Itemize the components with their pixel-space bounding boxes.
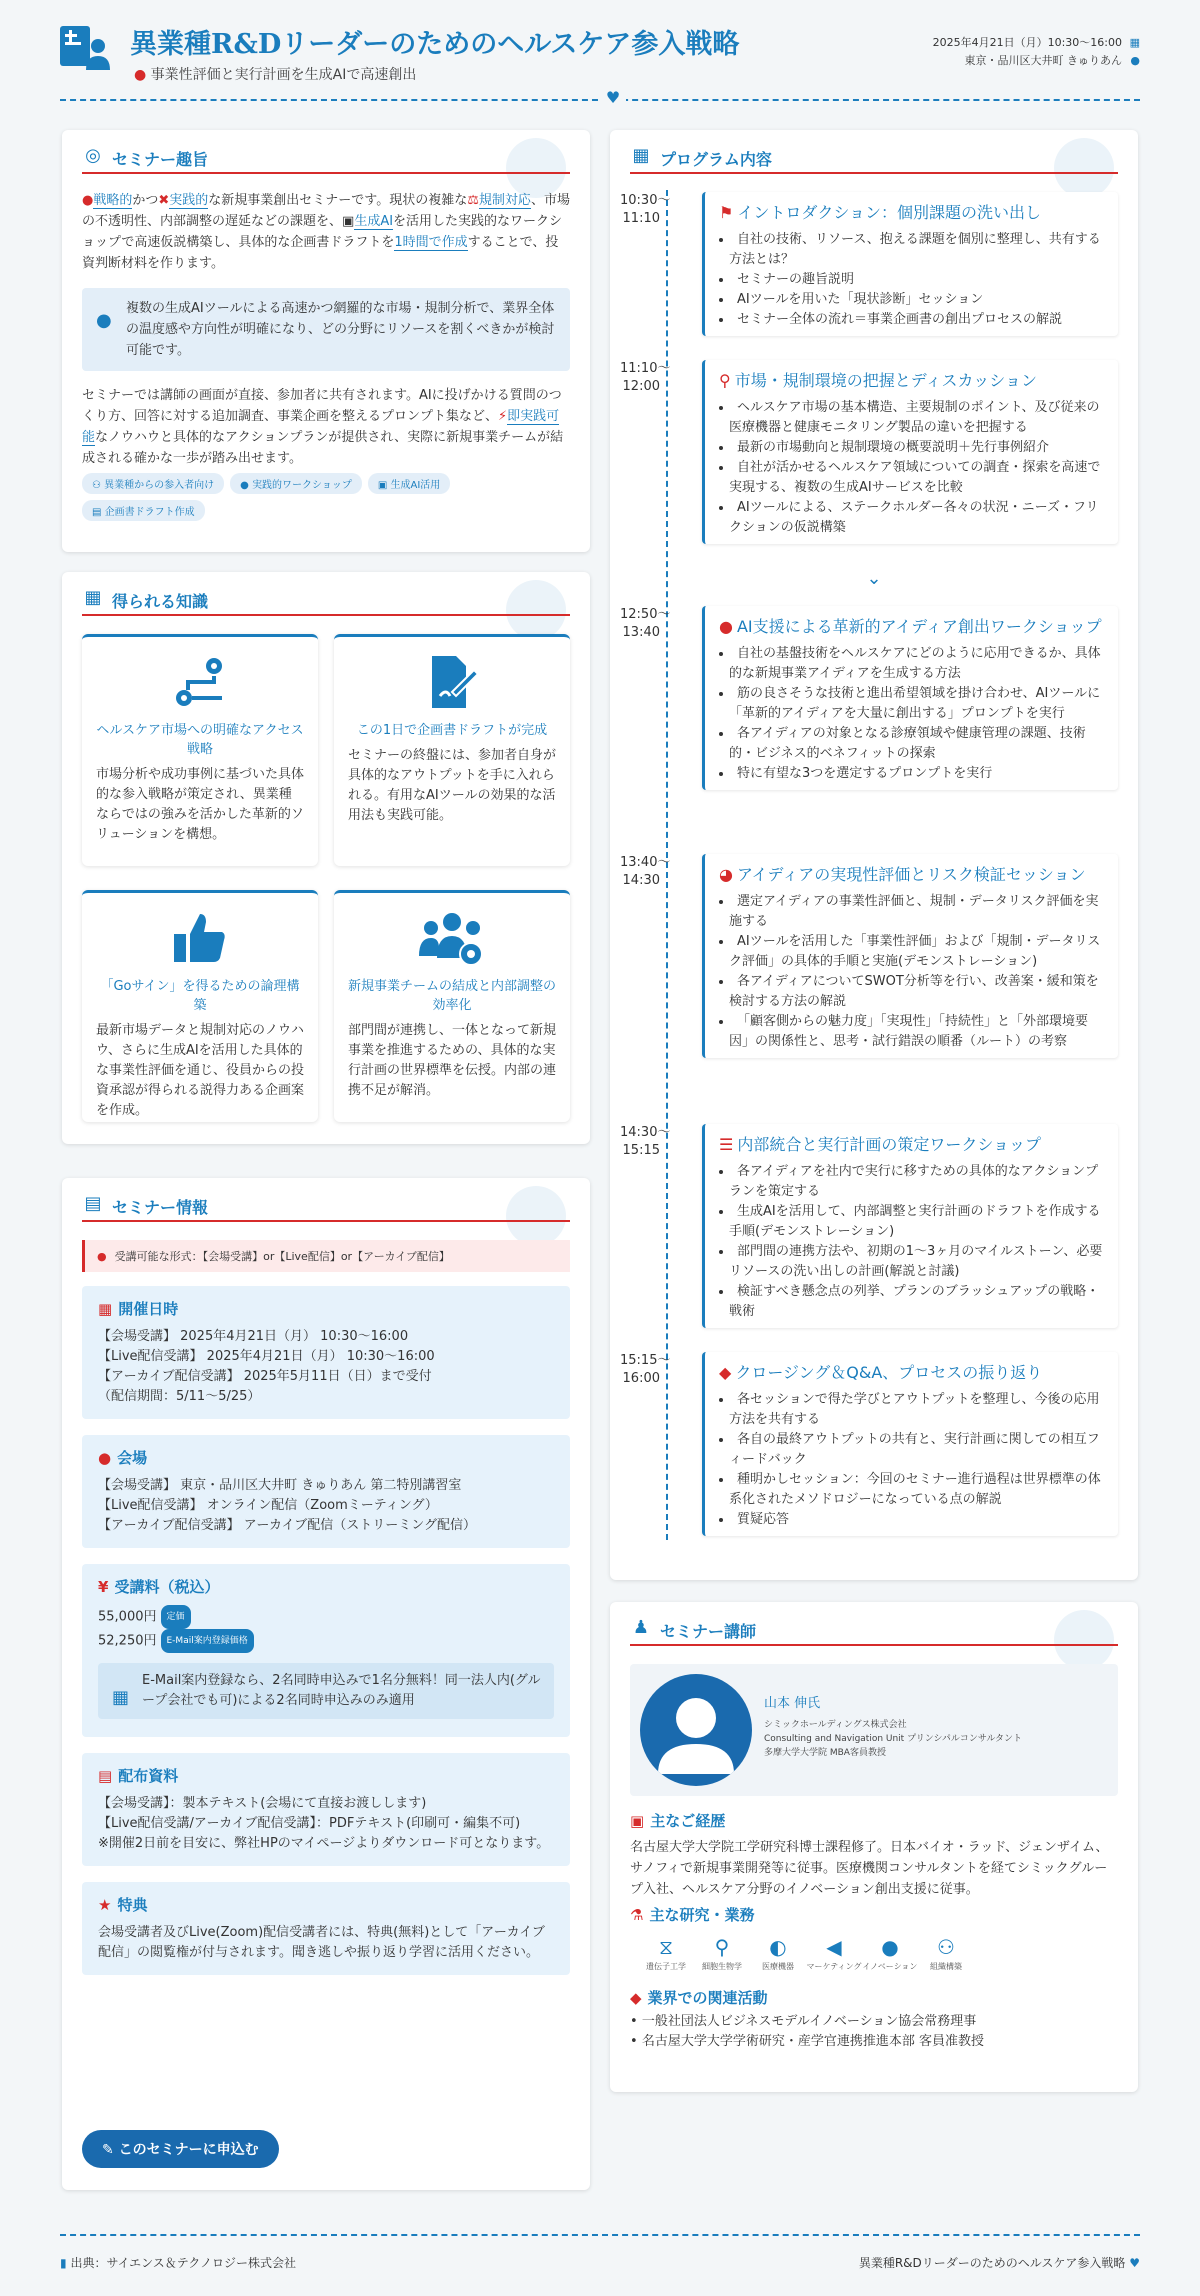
handshake-icon: ◆ <box>630 1989 642 2007</box>
card-title: 得られる知識 <box>112 592 209 611</box>
highlight-text: 実践的 <box>169 193 209 208</box>
title-text: AI支援による革新的アイディア創出ワークショップ <box>736 617 1102 636</box>
pin-icon: ● <box>82 193 94 208</box>
pills-icon: ◐ <box>769 1935 787 1959</box>
bullet: • 部門間の連携方法や、初期の1〜3ヶ月のマイルストーン、必要リソースの洗い出しの計画(解説と討議) <box>719 1242 1106 1282</box>
activity-text: 名古屋大学大学学術研究・産学官連携推進本部 客員准教授 <box>641 2034 984 2049</box>
card-header <box>630 1616 1118 1646</box>
alert-text: 受講可能な形式：【会場受講】or【Live配信】or【アーカイブ配信】 <box>114 1250 450 1263</box>
affiliation-line: Consulting and Navigation Unit プリンシパルコンサルタント <box>764 1734 1023 1744</box>
tag: ▤ 企画書ドラフト作成 <box>82 500 205 521</box>
perk-text: 会場受講者及びLive(Zoom)配信受講者には、特典(無料)として「アーカイブ配信」の閲覧権が付与されます。聞き逃しや振り返り学習に活用ください。 <box>98 1925 545 1960</box>
research-label: 細胞生物学 <box>702 1962 742 1971</box>
knowledge-title: ヘルスケア市場への明確なアクセス戦略 <box>96 723 304 757</box>
card-header <box>82 144 570 174</box>
program-time: 11:10〜12:00 <box>620 361 671 394</box>
overview-paragraph-2 <box>82 385 570 469</box>
tag-label: 企画書ドラフト作成 <box>104 507 195 518</box>
program-box <box>702 1352 1118 1536</box>
card-header <box>82 586 570 616</box>
calendar-icon: ▦ <box>632 145 650 166</box>
research-label: 医療機器 <box>762 1962 794 1971</box>
bullet: • 各アイディアについてSWOT分析等を行い、改善案・緩和策を検討する方法の解説 <box>719 972 1106 1012</box>
program-bullets <box>719 398 1106 538</box>
title-text: 市場・規制環境の把握とディスカッション <box>734 371 1037 390</box>
knowledge-desc: 市場分析や成功事例に基づいた具体的な参入戦略が策定され、異業種ならではの強みを活かした革新的ソリューションを構想。 <box>96 767 305 842</box>
bullet: • ヘルスケア市場の基本構造、主要規制のポイント、及び従来の医療機器と健康モニタリング製品の違いを把握する <box>719 398 1106 438</box>
event-venue: 東京・品川区大井町 きゅりあん <box>964 54 1122 67</box>
heading-text: 主なご経歴 <box>650 1812 726 1830</box>
materials-heading <box>98 1765 554 1786</box>
user-tie-icon: ♟ <box>632 1617 650 1638</box>
program-title <box>719 370 1106 392</box>
bullet: • 質疑応答 <box>719 1510 1106 1530</box>
bullet: • 最新の市場動向と規制環境の概要説明＋先行事例紹介 <box>719 438 1106 458</box>
fee-heading <box>98 1576 554 1597</box>
file-pdf-icon: ▤ <box>98 1767 113 1785</box>
bullet: • AIツールを用いた「現状診断」セッション <box>719 290 1106 310</box>
knowledge-desc: 最新市場データと規制対応のノウハウ、さらに生成AIを活用した具体的な事業性評価を通じ、役員からの投資承認が得られる説得力ある企画案を作成。 <box>96 1023 305 1118</box>
title-text: アイディアの実現性評価とリスク検証セッション <box>736 865 1086 884</box>
research-item <box>918 1933 974 1973</box>
tag: ▣ 生成AI活用 <box>368 473 450 494</box>
materials-line: 【Live配信受講/アーカイブ配信受講】：PDFテキスト(印刷可・編集不可) <box>98 1816 521 1831</box>
bullet: • AIツールを活用した「事業性評価」および「規制・データリスク評価」の具体的手順と実施(デモンストレーション) <box>719 932 1106 972</box>
program-time: 13:40〜14:30 <box>620 855 671 888</box>
bullet: • 自社の技術、リソース、抱える課題を個別に整理し、共有する方法とは？ <box>719 230 1106 270</box>
research-item <box>806 1933 862 1973</box>
knowledge-title: 新規事業チームの結成と内部調整の効率化 <box>348 979 557 1013</box>
knowledge-item <box>82 890 318 1122</box>
activity-text: 一般社団法人ビジネスモデルイノベーション協会常務理事 <box>641 2014 977 2029</box>
highlight-text: 即実践可能 <box>82 409 560 445</box>
fee-amount: 52,250円 <box>98 1633 157 1649</box>
gift-icon: ▦ <box>112 1687 130 1708</box>
highlight-text: 生成AI <box>354 214 394 229</box>
calendar-icon: ▦ <box>98 1300 113 1318</box>
header <box>60 22 1140 107</box>
program-box <box>702 192 1118 336</box>
avatar <box>640 1674 752 1786</box>
thumbs-up-icon <box>96 899 304 977</box>
clipboard-icon: ▤ <box>84 1193 102 1214</box>
robot-icon: ▣ <box>342 214 355 229</box>
program-bullets <box>719 644 1106 784</box>
subtitle-text: 事業性評価と実行計画を生成AIで高速創出 <box>150 67 417 83</box>
chart-pie-icon: ◕ <box>719 865 733 884</box>
overview-card <box>62 130 590 552</box>
fee-amount: 55,000円 <box>98 1609 157 1625</box>
fee-regular <box>98 1605 554 1629</box>
footer-title-text: 異業種R&Dリーダーのためのヘルスケア参入戦略 <box>858 2256 1126 2270</box>
yen-icon: ¥ <box>98 1578 109 1596</box>
materials-line: ※開催2日前を目安に、弊社HPのマイページよりダウンロード可となります。 <box>98 1836 550 1851</box>
highlight-text: 1時間で作成 <box>394 235 468 250</box>
file-signature-icon <box>348 643 556 721</box>
date-heading <box>98 1298 554 1319</box>
search-icon: ⚲ <box>719 371 731 390</box>
briefcase-icon: ▣ <box>630 1812 645 1830</box>
bullet: • 各アイディアの対象となる診療領域や健康管理の課題、技術的・ビジネス的ベネフィットの探索 <box>719 724 1106 764</box>
research-item <box>638 1933 694 1973</box>
org-chart-icon: ⚇ <box>937 1935 955 1959</box>
venue-line: 【Live配信受講】 オンライン配信（Zoomミーティング） <box>98 1498 438 1513</box>
materials-box <box>82 1753 570 1866</box>
bullet: • 特に有望な3つを選定するプロンプトを実行 <box>719 764 1106 784</box>
tag-label: 異業種からの参入者向け <box>104 480 215 491</box>
microscope-icon: ⚲ <box>714 1935 730 1959</box>
program-box <box>702 854 1118 1058</box>
team-gear-icon <box>348 899 556 977</box>
highlight-text: 戦略的 <box>93 193 133 208</box>
bullet: • 自社が活かせるヘルスケア領域についての調査・探索を高速で実現する、複数の生成AIサービスを比較 <box>719 458 1106 498</box>
event-datetime: 2025年4月21日（月）10:30〜16:00 <box>932 36 1122 49</box>
heading-text: 開催日時 <box>118 1300 179 1318</box>
fee-badge: E-Mail案内登録価格 <box>161 1629 254 1653</box>
research-item <box>862 1933 918 1973</box>
edit-icon: ✎ <box>102 2142 114 2158</box>
knowledge-title: 「Goサイン」を得るための論理構築 <box>100 979 300 1013</box>
bullet: • 生成AIを活用して、内部調整と実行計画のドラフトを作成する手順(デモンストレーション) <box>719 1202 1106 1242</box>
program-time: 10:30〜11:10 <box>620 193 671 226</box>
info-body <box>82 1240 570 1975</box>
chevron-down-icon: ⌄ <box>866 568 882 589</box>
lecturer-affiliation <box>764 1718 1022 1760</box>
research-label: 遺伝子工学 <box>646 1962 686 1971</box>
date-line: 【Live配信受講】 2025年4月21日（月） 10:30〜16:00 <box>98 1349 435 1364</box>
event-meta <box>933 34 1140 70</box>
research-heading <box>630 1904 1118 1925</box>
bullet: • 各アイディアを社内で実行に移すための具体的なアクションプランを策定する <box>719 1162 1106 1202</box>
alert-icon: ● <box>97 1250 107 1263</box>
bullet: • 検証すべき懸念点の列挙、プランのブラッシュアップの戦略・戦術 <box>719 1282 1106 1322</box>
bullet: • 各セッションで得た学びとアウトプットを整理し、今後の応用方法を共有する <box>719 1390 1106 1430</box>
footer-source <box>60 2254 296 2271</box>
bullet: • AIツールによる、ステークホルダー各々の状況・ニーズ・フリクションの仮説構築 <box>719 498 1106 538</box>
materials-line: 【会場受講】：製本テキスト(会場にて直接お渡しします) <box>98 1796 427 1811</box>
page-subtitle <box>134 64 416 84</box>
program-title <box>719 1362 1106 1384</box>
date-line: （配信期間：5/11〜5/25） <box>98 1389 261 1404</box>
program-time: 14:30〜15:15 <box>620 1125 671 1158</box>
calendar-icon: ▦ <box>1129 36 1140 49</box>
page-title: 異業種R&Dリーダーのためのヘルスケア参入戦略 <box>130 29 740 60</box>
career-heading <box>630 1810 1118 1831</box>
flask-icon: ⚗ <box>630 1906 644 1924</box>
balance-icon: ⚖ <box>467 193 479 208</box>
tag-list <box>82 473 522 521</box>
knowledge-item <box>334 634 570 866</box>
apply-button[interactable] <box>82 2130 279 2168</box>
highlight-text: 規制対応 <box>478 193 531 208</box>
tip-text: 複数の生成AIツールによる高速かつ網羅的な市場・規制分析で、業界全体の温度感や方向性が明確になり、どの分野にリソースを割くべきかが検討可能です。 <box>126 301 555 358</box>
lecturer-profile <box>630 1664 1118 1796</box>
book-icon: ▮ <box>60 2256 67 2270</box>
tag: ● 実践的ワークショップ <box>230 473 362 494</box>
bullet: • 自社の基盤技術をヘルスケアにどのように応用できるか、具体的な新規事業アイディアを生成する方法 <box>719 644 1106 684</box>
program-bullets <box>719 892 1106 1052</box>
program-title <box>719 864 1106 886</box>
program-bullets <box>719 1390 1106 1530</box>
knowledge-item <box>82 634 318 866</box>
heading-text: 業界での関連活動 <box>647 1989 768 2007</box>
title-text: イントロダクション：個別課題の洗い出し <box>737 203 1042 222</box>
research-label: マーケティング <box>806 1962 862 1971</box>
activity-item: • 名古屋大学大学学術研究・産学官連携推進本部 客員准教授 <box>630 2034 984 2049</box>
venue-box <box>82 1435 570 1548</box>
career-text: 名古屋大学大学院工学研究科博士課程修了。日本バイオ・ラッド、ジェンザイム、サノフィで新規事業開発等に従事。医療機関コンサルタントを経てシミックグループ入社、ヘルスケア分野のイノベーション創出支援に従事。 <box>630 1840 1109 1897</box>
text: かつ <box>132 193 159 208</box>
knowledge-desc: セミナーの終盤には、参加者自身が具体的なアウトプットを手に入れられる。有用なAIツールの効果的な活用法も実践可能。 <box>348 748 557 823</box>
text: 、市場の不透明性、内部調整の遅延などの課題を、 <box>82 193 570 229</box>
lecturer-name: 山本 伸氏 <box>764 1696 821 1711</box>
bullet: • 各自の最終アウトプットの共有と、実行計画に関しての相互フィードバック <box>719 1430 1106 1470</box>
bullet: • セミナーの趣旨説明 <box>719 270 1106 290</box>
text: することで、投資判断材料を作ります。 <box>82 235 559 271</box>
overview-paragraph <box>82 190 570 274</box>
bullet: • セミナー全体の流れ＝事業企画書の創出プロセスの解説 <box>719 310 1106 330</box>
title-text: クロージング＆Q&A、プロセスの振り返り <box>735 1363 1043 1382</box>
card-title: セミナー情報 <box>112 1198 209 1217</box>
program-bullets <box>719 230 1106 330</box>
activity-item: • 一般社団法人ビジネスモデルイノベーション協会常務理事 <box>630 2014 977 2029</box>
bolt-icon: ⚡ <box>498 409 508 424</box>
text: を活用した実践的なワークショップで高速仮説構築し、具体的な企画書ドラフトを <box>82 214 563 250</box>
location-icon: ● <box>1130 54 1140 67</box>
tag-label: 生成AI活用 <box>390 480 441 491</box>
lightbulb-icon: ● <box>881 1935 899 1959</box>
lightbulb-icon: ● <box>96 310 112 331</box>
research-item <box>694 1933 750 1973</box>
program-box <box>702 360 1118 544</box>
activity-heading <box>630 1987 1118 2008</box>
format-alert <box>82 1240 570 1272</box>
route-icon <box>96 643 304 721</box>
date-box <box>82 1286 570 1419</box>
bullet: • 種明かしセッション：今回のセミナー進行過程は世界標準の体系化されたメソドロジーになっている点の解説 <box>719 1470 1106 1510</box>
program-bullets <box>719 1162 1106 1322</box>
knowledge-card <box>62 572 590 1144</box>
lecturer-card <box>610 1602 1138 2092</box>
fee-badge: 定価 <box>161 1605 191 1629</box>
tag: ⚇ 異業種からの参入者向け <box>82 473 224 494</box>
apply-label: このセミナーに申込む <box>118 2142 259 2158</box>
program-title <box>719 202 1106 224</box>
lecturer-details <box>630 1810 1118 2052</box>
text: なノウハウと具体的なアクションプランが提供され、実際に新規事業チームが結成される確かな一歩が踏み出せます。 <box>82 430 564 466</box>
star-icon: ★ <box>98 1896 112 1914</box>
date-line: 【会場受講】 2025年4月21日（月） 10:30〜16:00 <box>98 1329 409 1344</box>
title-text: 内部統合と実行計画の策定ワークショップ <box>737 1135 1042 1154</box>
fee-box <box>82 1564 570 1737</box>
comments-icon: ◆ <box>719 1363 732 1382</box>
heading-text: 特典 <box>117 1896 148 1914</box>
heading-text: 受講料（税込） <box>114 1578 220 1596</box>
knowledge-item <box>334 890 570 1122</box>
footer-divider <box>60 2234 1140 2236</box>
location-icon: ● <box>98 1449 112 1467</box>
card-header <box>630 144 1118 174</box>
card-title: プログラム内容 <box>660 150 772 169</box>
venue-line: 【会場受講】 東京・品川区大井町 きゅりあん 第二特別講習室 <box>98 1478 462 1493</box>
card-header <box>82 1192 570 1222</box>
perk-box <box>82 1882 570 1975</box>
brain-icon: ● <box>719 617 733 636</box>
program-card <box>610 130 1138 1580</box>
program-box <box>702 606 1118 790</box>
tip-box <box>82 288 570 371</box>
perk-heading <box>98 1894 554 1915</box>
program-time: 15:15〜16:00 <box>620 1353 671 1386</box>
overview-body <box>82 190 570 521</box>
pin-icon: ● <box>134 67 147 83</box>
research-item <box>750 1933 806 1973</box>
bullet: • 筋の良さそうな技術と進出希望領域を掛け合わせ、AIツールに「革新的アイディアを大量に創出する」プロンプトを実行 <box>719 684 1106 724</box>
tools-icon: ✖ <box>158 193 170 208</box>
knowledge-title: この1日で企画書ドラフトが完成 <box>356 723 548 738</box>
discount-text: E-Mail案内登録なら、2名同時申込みで1名分無料！同一法人内(グループ会社でも可)による2名同時申込みのみ適用 <box>142 1673 541 1708</box>
venue-line: 【アーカイブ配信受講】 アーカイブ配信（ストリーミング配信） <box>98 1518 477 1533</box>
card-title: セミナー趣旨 <box>112 150 209 169</box>
text: セミナーでは講師の画面が直接、参加者に共有されます。AIに投げかける質問のつくり方、回答に対する追加調査、事業企画を整えるプロンプト集など、 <box>82 388 562 424</box>
research-label: イノベーション <box>862 1962 918 1971</box>
heartbeat-icon: ♥ <box>600 88 626 110</box>
heading-text: 配布資料 <box>118 1767 179 1785</box>
info-card <box>62 1178 590 2190</box>
program-time: 12:50〜13:40 <box>620 607 671 640</box>
footer-title <box>859 2254 1140 2271</box>
program-title <box>719 616 1106 638</box>
heart-pulse-icon: ♥ <box>1129 2256 1140 2270</box>
knowledge-desc: 部門間が連携し、一体となって新規事業を推進するための、具体的な実行計画の世界標準を伝授。内部の連携不足が解消。 <box>348 1023 557 1098</box>
gift-icon: ▦ <box>84 587 102 608</box>
doctor-report-icon <box>60 26 110 70</box>
venue-heading <box>98 1447 554 1468</box>
card-title: セミナー講師 <box>660 1622 757 1641</box>
discount-note <box>98 1663 554 1719</box>
megaphone-icon: ◀ <box>826 1935 842 1959</box>
text: な新規事業創出セミナーです。現状の複雑な <box>208 193 468 208</box>
heading-text: 会場 <box>117 1449 148 1467</box>
affiliation-line: 多摩大学大学院 MBA客員教授 <box>764 1748 886 1758</box>
research-list <box>630 1933 1118 1973</box>
tasks-icon: ☰ <box>719 1135 734 1154</box>
research-label: 組織構築 <box>930 1962 962 1971</box>
program-title <box>719 1134 1106 1156</box>
date-line: 【アーカイブ配信受講】 2025年5月11日（日）まで受付 <box>98 1369 432 1384</box>
source-text: 出典：サイエンス＆テクノロジー株式会社 <box>70 2256 297 2270</box>
bullet: • 「顧客側からの魅力度」「実現性」「持続性」と「外部環境要因」の関係性と、思考・試行錯誤の順番（ルート）の考察 <box>719 1012 1106 1052</box>
tag-label: 実践的ワークショップ <box>252 480 352 491</box>
target-icon: ◎ <box>85 145 101 166</box>
program-box <box>702 1124 1118 1328</box>
dna-icon: ⧖ <box>658 1935 674 1959</box>
heading-text: 主な研究・業務 <box>649 1906 755 1924</box>
flag-icon: ⚑ <box>719 203 734 222</box>
fee-member <box>98 1629 554 1653</box>
affiliation-line: シミックホールディングス株式会社 <box>764 1720 907 1730</box>
bullet: • 選定アイディアの事業性評価と、規制・データリスク評価を実施する <box>719 892 1106 932</box>
